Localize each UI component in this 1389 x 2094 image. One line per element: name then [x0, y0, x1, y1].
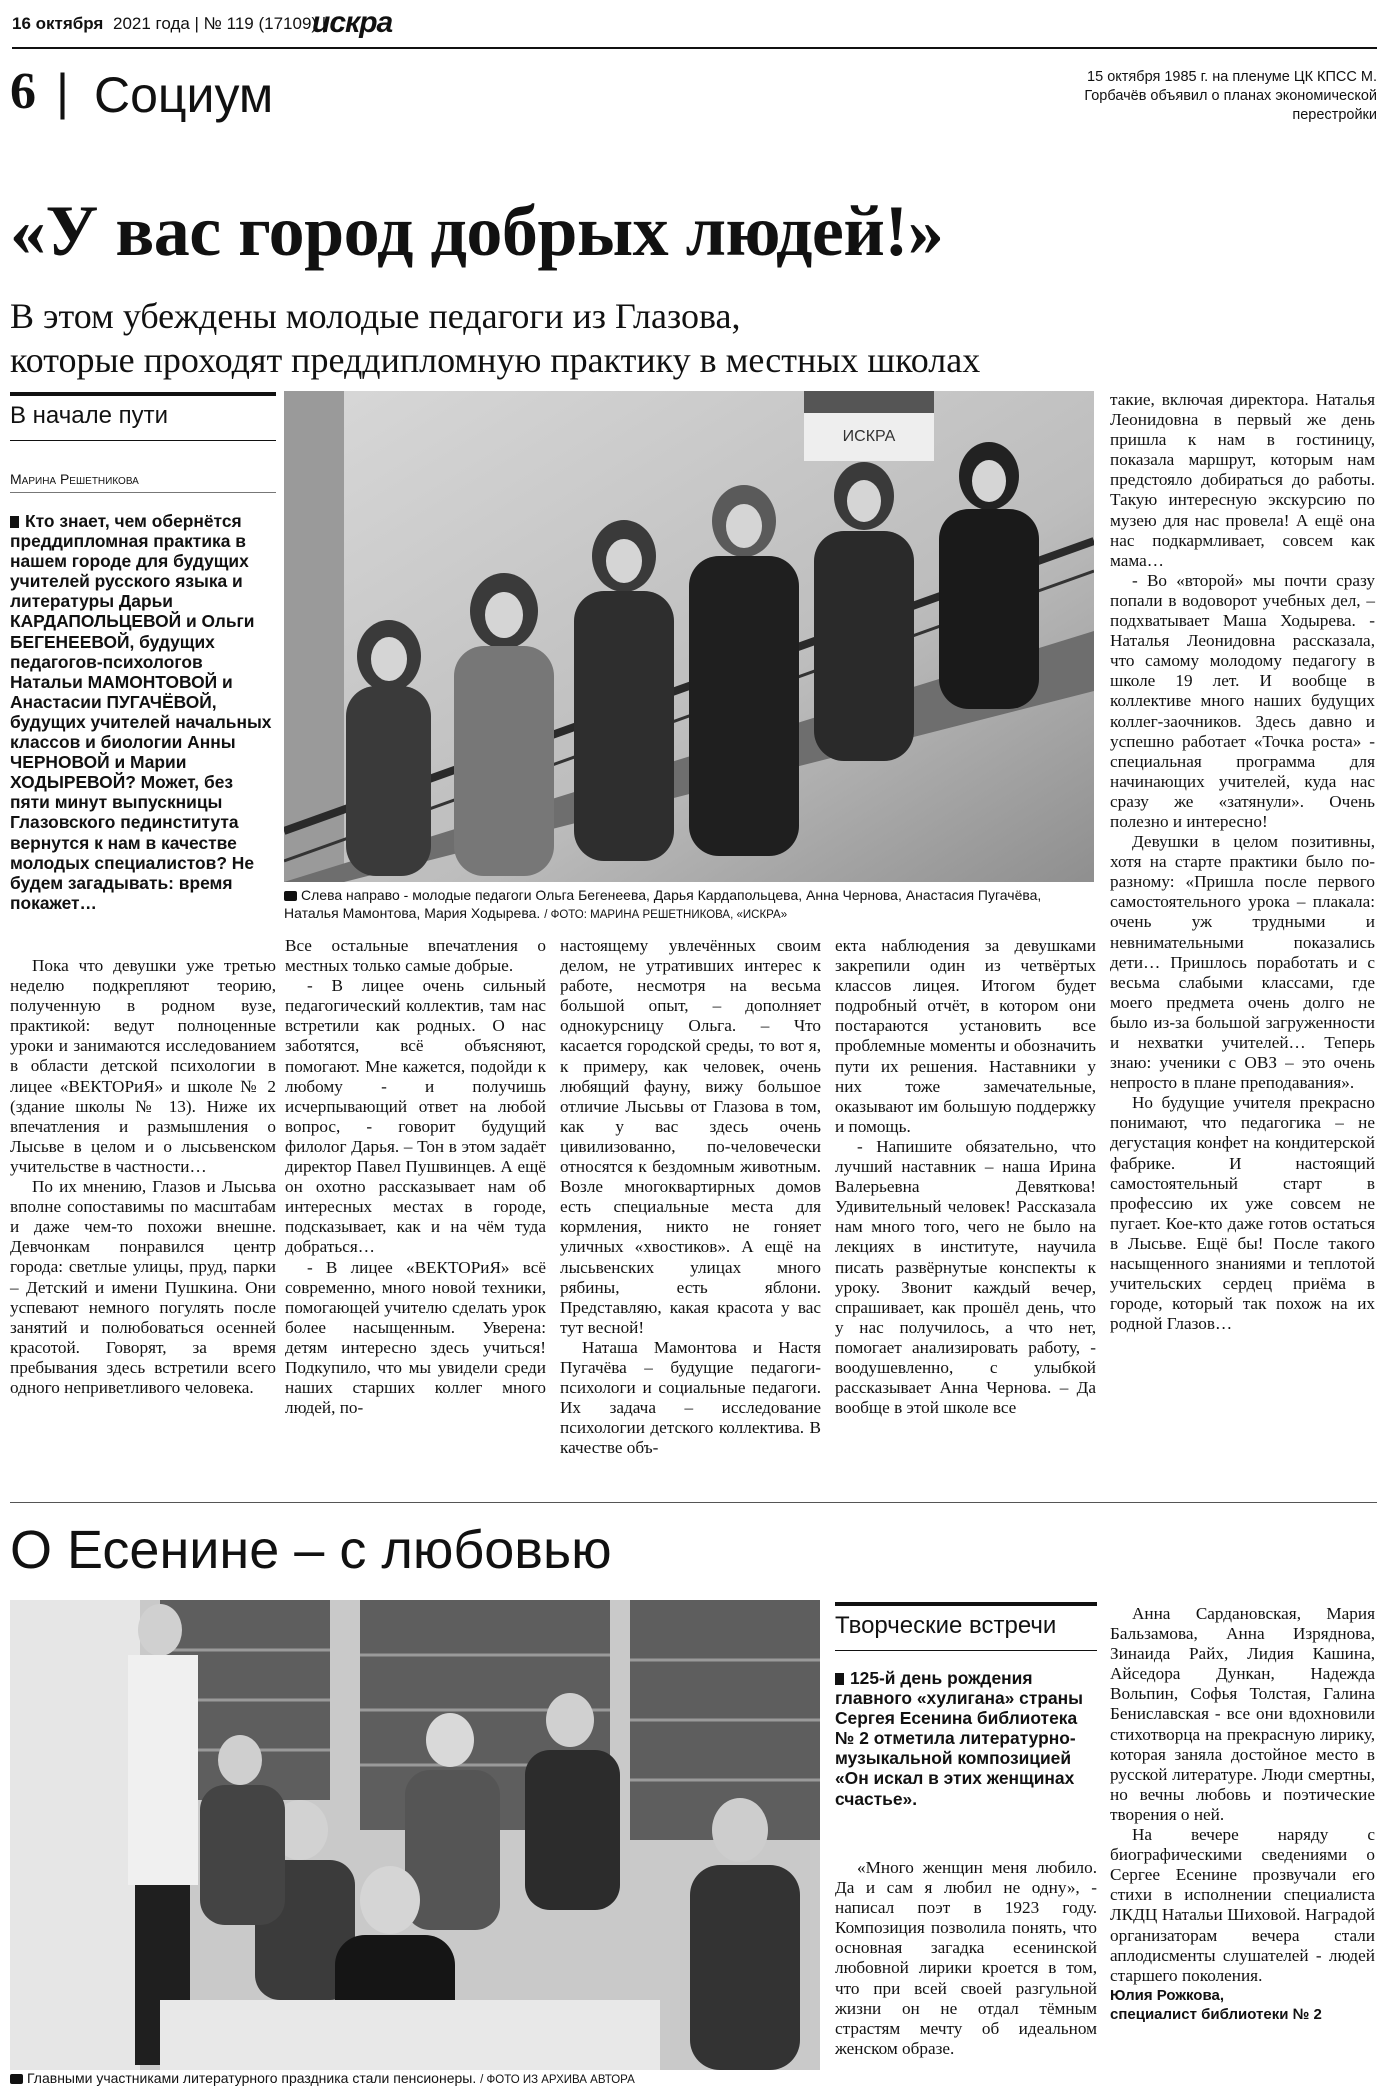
bullet-icon — [10, 516, 19, 528]
paragraph: На вечере наряду с биографическими сведениями о Сергее Есенине прозвучали его стихи в исполнении специалиста ЛКДЦ Натальи Шиховой. Наградой организаторам вечера стали аплодисменты слушателей - людей старшего поколения. — [1110, 1825, 1375, 1985]
issue-date: 16 октября — [12, 14, 104, 33]
paragraph: екта наблюдения за девушками закрепили один из четвёртых классов лицея. Итогом будет подробный отчёт, в котором они постараются установить все проблемные моменты и обозначить пути их решения. Наставники у них тоже замечательные, оказывают им большую поддержку и помощь. — [835, 936, 1096, 1136]
article1-column-2 — [285, 936, 546, 1418]
bullet-icon — [835, 1673, 844, 1685]
photo-sign-text: ИСКРА — [842, 428, 896, 445]
rubric2-rule-bottom — [835, 1650, 1097, 1651]
article1-headline: «У вас город добрых людей!» — [10, 191, 944, 271]
history-note: 15 октября 1985 г. на пленуме ЦК КПСС М. Горбачёв объявил о планах экономической перестройки — [1084, 69, 1377, 123]
article1-subhead-line2: которые проходят преддипломную практику в местных школах — [10, 340, 981, 380]
newspaper-logo: искра — [312, 6, 393, 39]
article1-column-1 — [10, 956, 276, 1398]
article2-column-1 — [835, 1858, 1097, 2059]
article2-column-2 — [1110, 1604, 1375, 2024]
paragraph: По их мнению, Глазов и Лысьва вполне сопоставимы по масштабам и даже чем-то похожи внешне. Девчонкам понравился центр города: светлые улицы, пруд, парки – Детский и имени Пушкина. Они успевают немного погулять после занятий и полюбоваться осенней красотой. Говорят, за время пребывания здесь встретили всего одного неприветливого человека. — [10, 1177, 276, 1397]
article2-headline: О Есенине – с любовью — [10, 1520, 612, 1580]
article1-column-5 — [1110, 390, 1375, 1334]
article1-column-4 — [835, 936, 1096, 1418]
photo-caption-text: Главными участниками литературного праздника стали пенсионеры. — [27, 2070, 477, 2086]
paragraph: «Много женщин меня любило. Да и сам я любил не одну», - написал поэт в 1923 году. Композиция позволила понять, что основная загадка есенинской любовной лирики кроется в том, что при всей своей разгульной жизни он не отдал тёмным страстям мечту об идеальном женском образе. — [835, 1858, 1097, 2058]
photo-credit: / ФОТО ИЗ АРХИВА АВТОРА — [480, 2074, 635, 2086]
paragraph: - Напишите обязательно, что лучший наставник – наша Ирина Валерьевна Девяткова! Удивительный человек! Рассказала нам много того, чего не было на лекциях в институте, научила писать развёрнутые конспекты к уроку. Звонит каждый вечер, спрашивает, как прошёл день, что у нас получилось, а что нет, помогает анализировать работу, - воодушевленно, с улыбкой рассказывает Анна Чернова. – Да вообще в этой школе все — [835, 1136, 1096, 1418]
photo-caption-text: Слева направо - молодые педагоги Ольга Бегенеева, Дарья Кардапольцева, Анна Чернова, Анастасия Пугачёва, Наталья Мамонтова, Мария Ходырева. — [284, 887, 1042, 921]
rubric-rule-bottom — [10, 440, 276, 441]
rubric2-rule-top — [835, 1602, 1097, 1606]
page-number: 6 — [10, 63, 36, 120]
article2-rubric: Творческие встречи — [835, 1612, 1057, 1639]
section-name: Социум — [94, 67, 274, 123]
author-rule — [10, 492, 276, 493]
section-separator: | — [56, 64, 69, 120]
author-position: специалист библиотеки № 2 — [1110, 2005, 1322, 2023]
camera-icon — [284, 891, 297, 901]
paragraph: Но будущие учителя прекрасно понимают, что педагогика – не дегустация конфет на кондитерской фабрике. И настоящий самостоятельный старт в профессию их уже совсем не пугает. Кое-кто даже готов остаться в Лысьве. Ещё бы! После такого насыщенного знаниями и теплотой учительских сердец приёма в городе, который так похож на их родной Глазов… — [1110, 1093, 1375, 1334]
paragraph: Наташа Мамонтова и Настя Пугачёва – будущие педагоги-психологи и социальные педагоги. Их задача – исследование психологии детского коллектива. В качестве объ- — [560, 1337, 821, 1458]
article1-lead — [10, 511, 276, 913]
paragraph: - В лицее очень сильный педагогический коллектив, там нас встретили как родных. О нас заботятся, всё объясняют, помогают. Мне кажется, подойди к любому - и получишь исчерпывающий ответ на любой вопрос, - говорит будущий филолог Дарья. – Тон в этом задаёт директор Павел Пушвинцев. А ещё он охотно рассказывает нам об интересных местах в городе, подсказывает, как и на чём туда добраться… — [285, 976, 546, 1257]
article2-photo-caption — [10, 2069, 820, 2089]
paragraph: Все остальные впечатления о местных только самые добрые. — [285, 936, 546, 976]
article1-author: Марина Решетникова — [10, 471, 139, 487]
article1-subhead-line1: В этом убеждены молодые педагоги из Глазова, — [10, 296, 741, 336]
article-divider — [10, 1502, 1377, 1503]
paragraph: такие, включая директора. Наталья Леонидовна в первый же день пришла к нам в гостиницу, показала маршрут, которым нам предстояло добираться до работы. Такую интересную экскурсию по музею для нас провела! А ещё она нас подкармливает, совсем как мама… — [1110, 390, 1375, 570]
article2-photo — [10, 1600, 820, 2070]
camera-icon — [10, 2074, 23, 2084]
lead-text: Кто знает, чем обернётся преддипломная практика в нашем городе для будущих учителей русского языка и литературы Дарьи КАРДАПОЛЬЦЕВОЙ и Ольги БЕГЕНЕЕВОЙ, будущих педагогов-психологов Натальи МАМОНТОВОЙ и Анастасии ПУГАЧЁВОЙ, будущих учителей начальных классов и биологии Анны ЧЕРНОВОЙ и Марии ХОДЫРЕВОЙ? Может, без пяти минут выпускницы Глазовского пединститута вернутся к нам в качестве молодых специалистов? Не будем загадывать: время покажет… — [10, 511, 272, 913]
paragraph: - Во «второй» мы почти сразу попали в водоворот учебных дел, – подхватывает Маша Ходырева. - Наталья Леонидовна рассказала, что самому молодому педагогу в школе 19 лет. И вообще в коллективе много наших будущих коллег-заочников. Здесь давно и успешно работает «Точка роста» - специальная программа для начинающих учителей, куда нас сразу же «затянули». Очень полезно и интересно! — [1110, 570, 1375, 831]
article1-photo — [284, 391, 1094, 882]
paragraph: Девушки в целом позитивны, хотя на старте практики было по-разному: «Пришла после первого самостоятельного урока – плакала: очень уж трудными и невнимательными показались дети… Пришлось поработать и с весьма слабыми классами, где моего предмета очень долго не было из-за большой загруженности и нехватки учителей… Теперь знаю: ученики с ОВЗ – это очень непросто в плане преподавания». — [1110, 832, 1375, 1093]
group-photo-image — [284, 391, 1094, 882]
masthead — [12, 8, 1377, 44]
article2-lead — [835, 1668, 1097, 1809]
photo-credit: / ФОТО: МАРИНА РЕШЕТНИКОВА, «ИСКРА» — [544, 909, 788, 921]
lead-text: 125-й день рождения главного «хулигана» страны Сергея Есенина библиотека № 2 отметила литературно-музыкальной композицией «Он искал в этих женщинах счастье». — [835, 1668, 1083, 1809]
author-name: Юлия Рожкова, — [1110, 1986, 1225, 2004]
rubric-rule-top — [10, 392, 276, 396]
library-photo-image — [10, 1600, 820, 2070]
article1-photo-caption — [284, 886, 1094, 924]
paragraph: Пока что девушки уже третью неделю подкрепляют теорию, полученную в родном вузе, практикой: ведут полноценные уроки и занимаются исследованием в области детской психологии в лицее «ВЕКТОРиЯ» и школе № 2 (здание школы № 13). Ниже их впечатления и размышления о Лысьве в целом и о лысьвенском учительстве в частности… — [10, 956, 276, 1176]
issue-info: 2021 года | № 119 (17109) | — [113, 14, 327, 33]
article1-rubric: В начале пути — [10, 402, 169, 429]
article1-column-3 — [560, 936, 821, 1458]
paragraph: - В лицее «ВЕКТОРиЯ» всё современно, много новой техники, помогающей учителю сделать урок более насыщенным. Уверена: детям интересно здесь учиться! Подкупило, что мы увидели среди наших старших коллег много людей, по- — [285, 1257, 546, 1418]
masthead-rule — [12, 47, 1377, 49]
paragraph: настоящему увлечённых своим делом, не утративших интерес к работе, несмотря на весьма большой опыт, – дополняет однокурсницу Ольга. – Что касается городской среды, то вот я, к примеру, как человек, очень любящий фауну, вижу большое отличие Лысьвы от Глазова в том, как у вас здесь очень цивилизованно, по-человечески относятся к бездомным животным. Возле многоквартирных домов есть специальные места для кормления, никто не гоняет уличных «хвостиков». А ещё на лысьвенских улицах много рябины, есть яблони. Представляю, какая красота у вас тут весной! — [560, 936, 821, 1337]
paragraph: Анна Сардановская, Мария Бальзамова, Анна Изряднова, Зинаида Райх, Лидия Кашина, Айседора Дункан, Надежда Вольпин, Софья Толстая, Галина Бениславская - все они вдохновили стихотворца на прекрасную лирику, которая заняла достойное место в русской литературе. Люди смертны, но вечны любовь и поэтические творения о ней. — [1110, 1604, 1375, 1824]
